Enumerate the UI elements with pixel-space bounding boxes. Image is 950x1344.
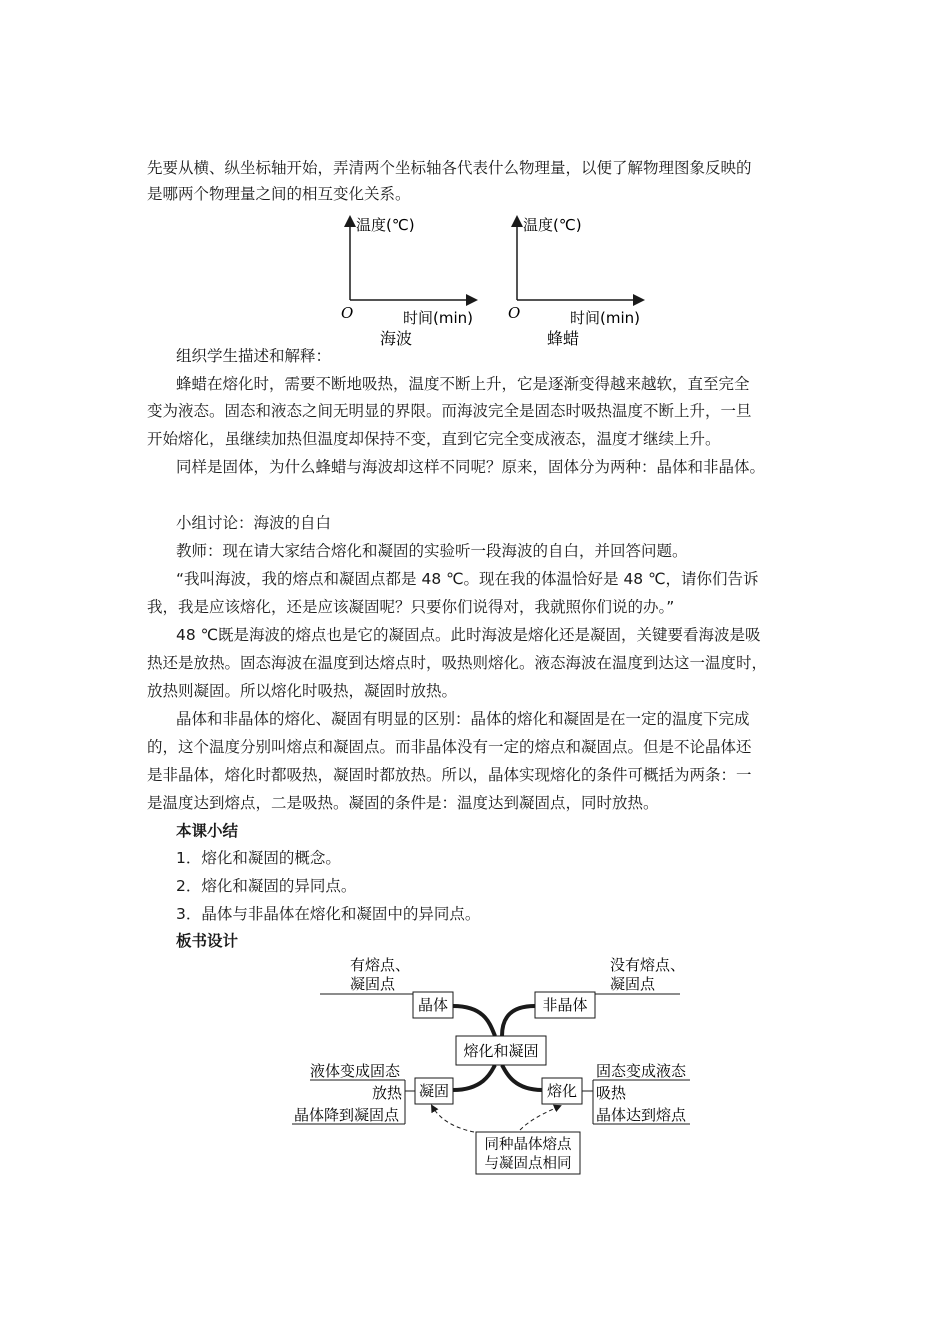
graph-fengla <box>508 216 642 348</box>
amorphous-note-1: 没有熔点、 <box>610 956 686 974</box>
graph-caption-fengla: 蜂蜡 <box>547 329 580 348</box>
beeswax-line-2: 变为液态。固态和液态之间无明显的界限。而海波完全是固态时吸热温度不断上升，一旦 <box>147 402 752 420</box>
same-point-node <box>476 1132 580 1174</box>
graph-caption-haibo: 海波 <box>380 329 413 348</box>
answer-line-2: 热还是放热。固态海波在温度到达熔点时，吸热则熔化。液态海波在温度到达这一温度时， <box>147 654 768 672</box>
board-design-title: 板书设计 <box>176 932 239 950</box>
solidify-node-label: 凝固 <box>418 1082 450 1100</box>
amorphous-node <box>535 992 595 1018</box>
group-discussion-line: 小组讨论：海波的自白 <box>176 514 332 532</box>
quote-line-1: “我叫海波，我的熔点和凝固点都是 48 ℃。现在我的体温恰好是 48 ℃，请你们告诉 <box>176 570 759 588</box>
solidify-note-2: 放热 <box>372 1084 403 1102</box>
diff-line-1: 晶体和非晶体的熔化、凝固有明显的区别：晶体的熔化和凝固是在一定的温度下完成 <box>176 710 750 728</box>
diff-line-3: 是非晶体，熔化时都吸热，凝固时都放热。所以，晶体实现熔化的条件可概括为两条：一 <box>147 766 752 784</box>
answer-line-1: 48 ℃既是海波的熔点也是它的凝固点。此时海波是熔化还是凝固，关键要看海波是吸 <box>176 626 761 644</box>
teacher-line: 教师：现在请大家结合熔化和凝固的实验听一段海波的自白，并回答问题。 <box>176 542 688 560</box>
board-mind-map <box>280 952 700 1177</box>
summary-item-3: 3．晶体与非晶体在熔化和凝固中的异同点。 <box>176 905 481 923</box>
solidify-note-1: 液体变成固态 <box>310 1062 401 1080</box>
solidify-node <box>415 1078 453 1104</box>
same-solid-line: 同样是固体，为什么蜂蜡与海波却这样不同呢？原来，固体分为两种：晶体和非晶体。 <box>176 458 766 476</box>
solidify-note-3: 晶体降到凝固点 <box>294 1106 400 1124</box>
x-axis-label: 时间(min) <box>570 309 640 327</box>
beeswax-line-1: 蜂蜡在熔化时，需要不断地吸热，温度不断上升，它是逐渐变得越来越软，直至完全 <box>176 375 750 393</box>
melt-note-1: 固态变成液态 <box>596 1062 687 1080</box>
center-node-label: 熔化和凝固 <box>463 1042 539 1060</box>
summary-item-2: 2．熔化和凝固的异同点。 <box>176 877 357 895</box>
same-point-line-2: 与凝固点相同 <box>484 1156 572 1172</box>
crystal-node-label: 晶体 <box>417 996 449 1014</box>
melt-node-label: 熔化 <box>546 1082 578 1100</box>
graph-haibo <box>341 216 475 348</box>
organize-line: 组织学生描述和解释： <box>176 347 332 365</box>
intro-line-1: 先要从横、纵坐标轴开始，弄清两个坐标轴各代表什么物理量，以便了解物理图象反映的 <box>147 159 752 177</box>
crystal-note-2: 凝固点 <box>350 975 396 993</box>
same-point-line-1: 同种晶体熔点 <box>484 1137 572 1153</box>
summary-title: 本课小结 <box>176 822 239 840</box>
intro-line-2: 是哪两个物理量之间的相互变化关系。 <box>147 185 411 203</box>
melt-note-2: 吸热 <box>596 1084 627 1102</box>
origin-label: O <box>508 304 521 322</box>
origin-label: O <box>341 304 354 322</box>
answer-line-3: 放热则凝固。所以熔化时吸热，凝固时放热。 <box>147 682 458 700</box>
summary-item-1: 1．熔化和凝固的概念。 <box>176 849 341 867</box>
y-axis-label: 温度(℃) <box>356 216 415 234</box>
temperature-time-graphs <box>330 210 650 350</box>
melt-note-3: 晶体达到熔点 <box>596 1106 687 1124</box>
melt-node <box>542 1078 582 1104</box>
amorphous-node-label: 非晶体 <box>542 996 588 1014</box>
crystal-node <box>413 992 453 1018</box>
center-node <box>456 1036 546 1065</box>
diff-line-2: 的，这个温度分别叫熔点和凝固点。而非晶体没有一定的熔点和凝固点。但是不论晶体还 <box>147 738 752 756</box>
beeswax-line-3: 开始熔化，虽继续加热但温度却保持不变，直到它完全变成液态，温度才继续上升。 <box>147 430 721 448</box>
x-axis-label: 时间(min) <box>403 309 473 327</box>
diff-line-4: 是温度达到熔点，二是吸热。凝固的条件是：温度达到凝固点，同时放热。 <box>147 794 659 812</box>
amorphous-note-2: 凝固点 <box>610 975 656 993</box>
y-axis-label: 温度(℃) <box>523 216 582 234</box>
quote-line-2: 我，我是应该熔化，还是应该凝固呢？只要你们说得对，我就照你们说的办。” <box>147 598 675 616</box>
crystal-note-1: 有熔点、 <box>350 956 411 974</box>
